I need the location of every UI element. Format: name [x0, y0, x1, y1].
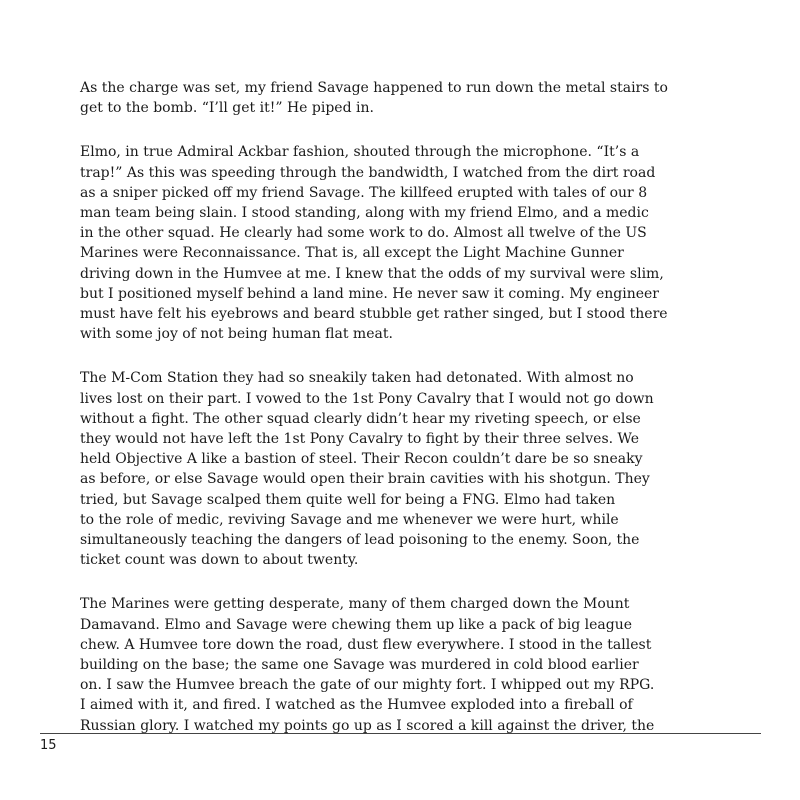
text-line: building on the base; the same one Savage was murdered in cold blood earlier: [80, 657, 639, 674]
text-line: Damavand. Elmo and Savage were chewing them up like a pack of big league: [80, 616, 632, 633]
text-line: held Objective A like a bastion of steel. Their Recon couldn’t dare be so sneaky: [80, 451, 643, 468]
text-line: The Marines were getting desperate, many of them charged down the Mount: [80, 596, 630, 613]
text-line: with some joy of not being human flat meat.: [80, 326, 393, 343]
text-line: without a fight. The other squad clearly didn’t hear my riveting speech, or else: [80, 410, 641, 427]
text-line: ticket count was down to about twenty.: [80, 552, 359, 569]
text-line: lives lost on their part. I vowed to the 1st Pony Cavalry that I would not go down: [80, 390, 654, 407]
text-line: simultaneously teaching the dangers of lead poisoning to the enemy. Soon, the: [80, 532, 640, 549]
text-line: as a sniper picked off my friend Savage. The killfeed erupted with tales of our 8: [80, 184, 648, 201]
text-line: I aimed with it, and fired. I watched as the Humvee exploded into a fireball of: [80, 697, 633, 714]
page-number: 15: [40, 738, 57, 753]
text-line: driving down in the Humvee at me. I knew that the odds of my survival were slim,: [80, 265, 664, 282]
text-line: but I positioned myself behind a land mine. He never saw it coming. My engineer: [80, 285, 659, 302]
body-text: [80, 78, 730, 760]
text-line: to the role of medic, reviving Savage and me whenever we were hurt, while: [80, 511, 619, 528]
text-line: man team being slain. I stood standing, along with my friend Elmo, and a medic: [80, 205, 649, 222]
text-line: Marines were Reconnaissance. That is, all except the Light Machine Gunner: [80, 245, 624, 262]
text-line: as before, or else Savage would open their brain cavities with his shotgun. They: [80, 471, 650, 488]
text-line: Russian glory. I watched my points go up as I scored a kill against the driver, the: [80, 717, 655, 734]
text-line: Elmo, in true Admiral Ackbar fashion, shouted through the microphone. “It’s a: [80, 144, 640, 161]
text-line: tried, but Savage scalped them quite well for being a FNG. Elmo had taken: [80, 491, 616, 508]
text-line: get to the bomb. “I’ll get it!” He piped in.: [80, 100, 374, 117]
text-line: on. I saw the Humvee breach the gate of our mighty fort. I whipped out my RPG.: [80, 677, 655, 694]
paragraph: [80, 368, 730, 570]
footer-rule: [40, 733, 761, 734]
paragraph: [80, 78, 730, 118]
text-line: trap!” As this was speeding through the bandwidth, I watched from the dirt road: [80, 164, 656, 181]
text-line: chew. A Humvee tore down the road, dust flew everywhere. I stood in the tallest: [80, 636, 652, 653]
text-line: in the other squad. He clearly had some work to do. Almost all twelve of the US: [80, 225, 647, 242]
text-line: they would not have left the 1st Pony Cavalry to fight by their three selves. We: [80, 431, 640, 448]
paragraph: [80, 594, 730, 735]
paragraph: [80, 142, 730, 344]
text-line: The M-Com Station they had so sneakily taken had detonated. With almost no: [80, 370, 634, 387]
text-line: As the charge was set, my friend Savage happened to run down the metal stairs to: [80, 80, 668, 96]
text-line: must have felt his eyebrows and beard stubble get rather singed, but I stood there: [80, 306, 668, 323]
